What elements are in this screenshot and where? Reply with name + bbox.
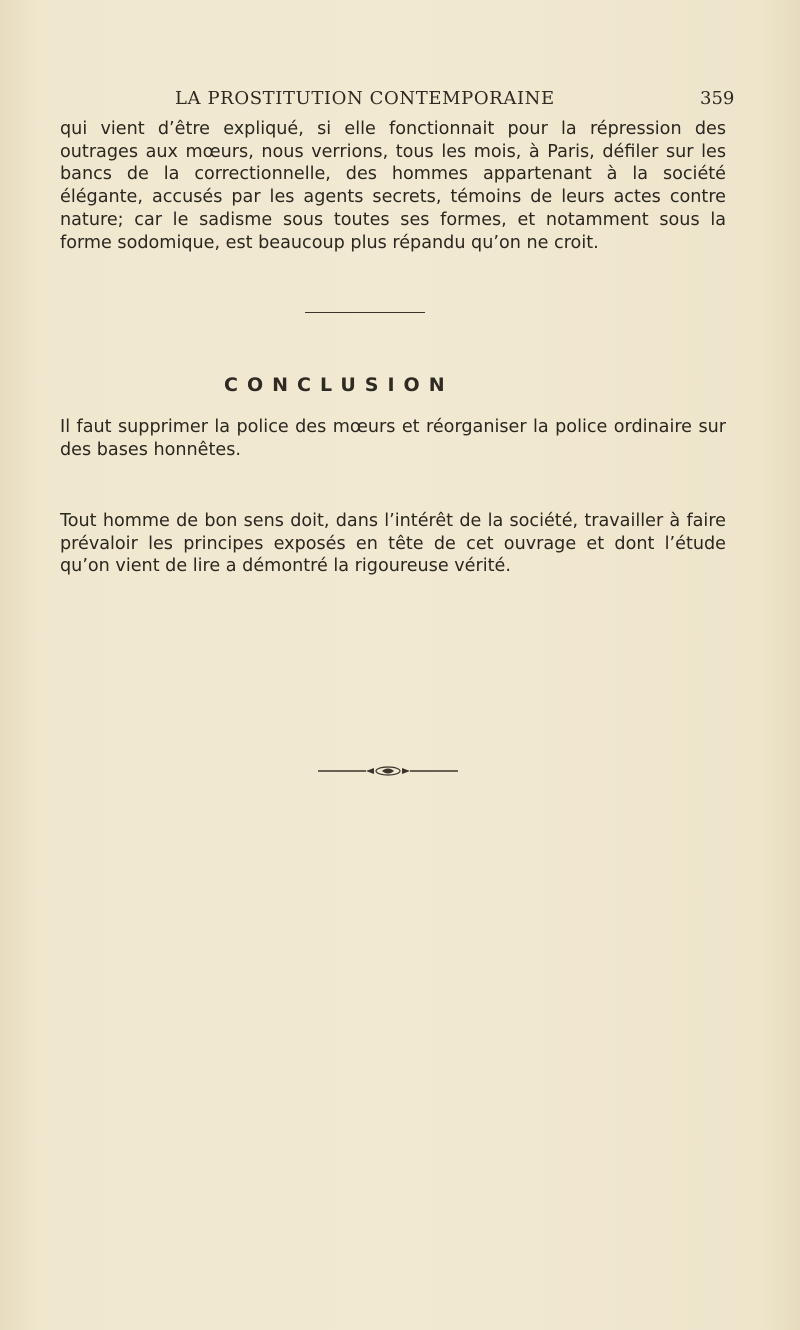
paragraph-continuation: qui vient d’être expliqué, si elle fonctionnait pour la répression des outrages aux mœurs, nous verrions, tous les mois, à Paris, défiler sur les bancs de la correctionnelle, des hommes appartenant à la société élégante, accusés par les agents secrets, témoins de leurs actes contre nature; car le sadisme sous toutes ses formes, et notamment sous la forme sodomique, est beaucoup plus répandu qu’on ne croit. xyxy=(60,119,726,253)
section-divider-rule xyxy=(305,312,425,313)
running-title: LA PROSTITUTION CONTEMPORAINE xyxy=(175,88,555,109)
conclusion-paragraph-1: Il faut supprimer la police des mœurs et réorganiser la police ordinaire sur des bases honnêtes. xyxy=(60,417,726,460)
section-title: CONCLUSION xyxy=(224,374,454,396)
end-ornament-icon xyxy=(318,765,458,777)
page-number: 359 xyxy=(700,88,735,109)
conclusion-paragraph-2: Tout homme de bon sens doit, dans l’intérêt de la société, travailler à faire prévaloir les principes exposés en tête de cet ouvrage et dont l’étude qu’on vient de lire a démontré la rigoureuse vérité. xyxy=(60,511,726,577)
